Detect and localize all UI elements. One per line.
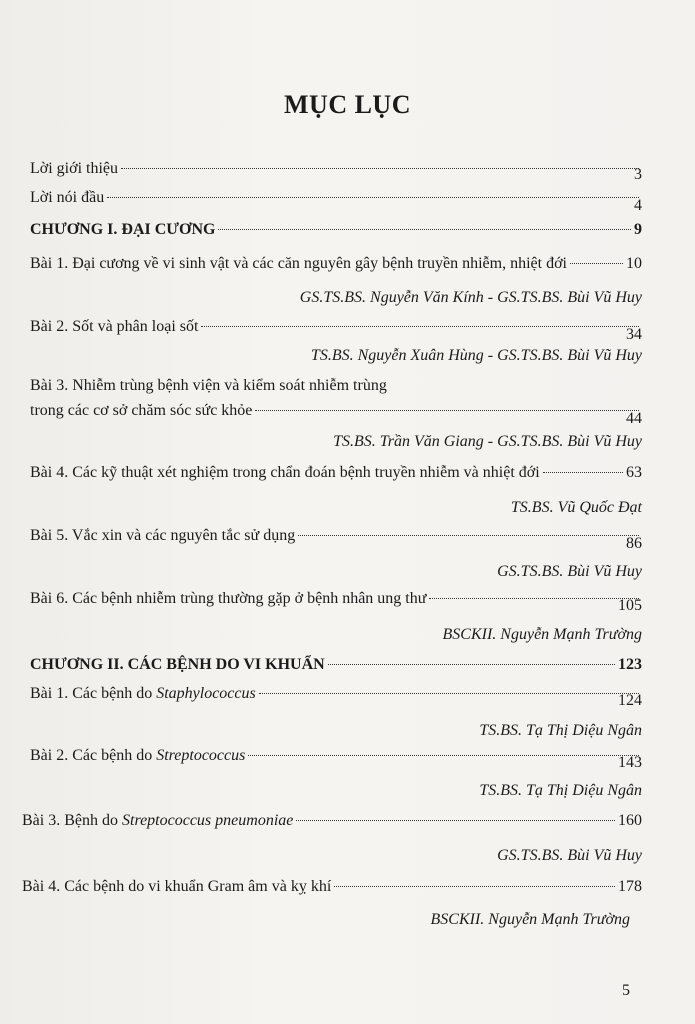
entry-page: 63 xyxy=(626,464,642,481)
entry-title: Lời giới thiệu xyxy=(30,160,119,177)
dot-leader xyxy=(334,886,615,887)
dot-leader xyxy=(296,820,615,821)
entry-page: 34 xyxy=(626,326,642,343)
entry-title: Bài 1. Đại cương về vi sinh vật và các căn nguyên gây bệnh truyền nhiễm, nhiệt đới xyxy=(30,255,567,272)
entry-page: 44 xyxy=(626,410,642,427)
dot-leader xyxy=(543,472,623,473)
chapter-entry xyxy=(30,654,642,676)
entry-page: 143 xyxy=(618,754,642,771)
entry-author: TS.BS. Tạ Thị Diệu Ngân xyxy=(479,782,642,799)
entry-title: Lời nói đầu xyxy=(30,189,105,206)
entry-page: 124 xyxy=(618,692,642,709)
chapter-title: CHƯƠNG II. CÁC BỆNH DO VI KHUẨN xyxy=(30,656,325,673)
entry-page: 9 xyxy=(634,221,642,238)
entry-title: Bài 1. Các bệnh do xyxy=(30,685,157,702)
entry-title-species: Streptococcus pneumoniae xyxy=(122,812,294,829)
page-number: 5 xyxy=(622,982,630,999)
entry-page: 4 xyxy=(634,197,642,214)
entry-title: Bài 3. Bệnh do xyxy=(22,812,122,829)
dot-leader xyxy=(570,263,623,264)
entry-page: 178 xyxy=(618,878,642,895)
toc-entry xyxy=(22,876,642,898)
entry-author: BSCKII. Nguyễn Mạnh Trường xyxy=(430,911,630,928)
entry-title: Bài 4. Các kỹ thuật xét nghiệm trong chẩn đoán bệnh truyền nhiễm và nhiệt đới xyxy=(30,464,540,481)
chapter-title: CHƯƠNG I. ĐẠI CƯƠNG xyxy=(30,221,216,238)
entry-page: 3 xyxy=(634,166,642,183)
entry-title: Bài 6. Các bệnh nhiễm trùng thường gặp ở bệnh nhân ung thư xyxy=(30,590,427,607)
entry-title: Bài 4. Các bệnh do vi khuẩn Gram âm và kỵ khí xyxy=(22,878,332,895)
entry-page: 160 xyxy=(618,812,642,829)
entry-author: GS.TS.BS. Nguyễn Văn Kính - GS.TS.BS. Bùi Vũ Huy xyxy=(299,289,642,306)
dot-leader xyxy=(218,229,631,230)
chapter-entry xyxy=(30,219,642,241)
entry-author: TS.BS. Nguyễn Xuân Hùng - GS.TS.BS. Bùi Vũ Huy xyxy=(310,347,642,364)
entry-title-continued: trong các cơ sở chăm sóc sức khỏe xyxy=(30,402,253,419)
page-title: MỤC LỤC xyxy=(284,90,411,119)
entry-title-species: Staphylococcus xyxy=(156,685,256,702)
entry-author: TS.BS. Trần Văn Giang - GS.TS.BS. Bùi Vũ Huy xyxy=(333,433,642,450)
entry-title-species: Streptococcus xyxy=(156,747,246,764)
entry-author: BSCKII. Nguyễn Mạnh Trường xyxy=(442,626,642,643)
entry-page: 105 xyxy=(618,597,642,614)
toc-entry xyxy=(30,253,642,275)
entry-title: Bài 2. Sốt và phân loại sốt xyxy=(30,318,199,335)
entry-page: 86 xyxy=(626,535,642,552)
entry-author: TS.BS. Tạ Thị Diệu Ngân xyxy=(479,722,642,739)
entry-author: GS.TS.BS. Bùi Vũ Huy xyxy=(497,847,642,864)
entry-page: 123 xyxy=(618,656,642,673)
entry-title: Bài 5. Vắc xin và các nguyên tắc sử dụng xyxy=(30,527,296,544)
entry-author: TS.BS. Vũ Quốc Đạt xyxy=(510,499,642,516)
toc-entry xyxy=(22,810,642,832)
entry-page: 10 xyxy=(626,255,642,272)
dot-leader xyxy=(328,664,615,665)
entry-title: Bài 3. Nhiễm trùng bệnh viện và kiểm soát nhiễm trùng xyxy=(30,377,387,394)
toc-entry xyxy=(30,462,642,484)
entry-author: GS.TS.BS. Bùi Vũ Huy xyxy=(497,563,642,580)
entry-title: Bài 2. Các bệnh do xyxy=(30,747,157,764)
